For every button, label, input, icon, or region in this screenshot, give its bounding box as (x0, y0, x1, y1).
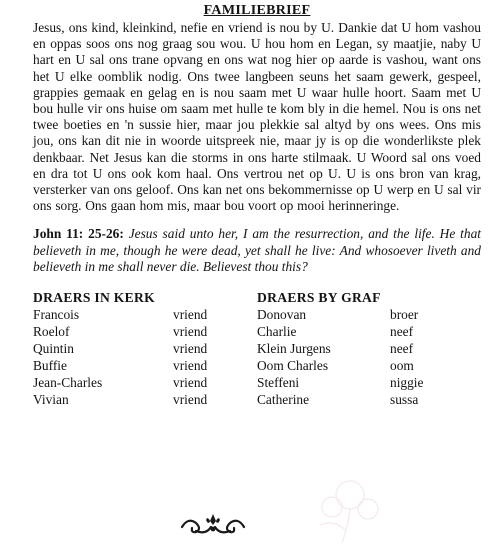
verse-reference: John 11: 25-26: (33, 226, 124, 242)
bearer-relation: vriend (173, 358, 208, 374)
bearer-name: Donovan (257, 307, 307, 323)
list-item (257, 357, 481, 374)
list-item (257, 323, 481, 340)
bearer-relation: vriend (173, 324, 208, 340)
list-item (33, 374, 257, 391)
bearer-relation: sussa (390, 392, 419, 408)
list-item (257, 391, 481, 408)
list-item (33, 306, 257, 323)
bearer-name: Charlie (257, 324, 297, 340)
list-item (257, 306, 481, 323)
bearer-name: Catherine (257, 392, 310, 408)
list-item (33, 323, 257, 340)
list-item (33, 357, 257, 374)
bearer-relation: vriend (173, 307, 208, 323)
bible-verse (33, 226, 481, 275)
bearer-name: Steffeni (257, 375, 300, 391)
scroll-flourish-icon (178, 511, 248, 541)
bearer-relation: niggie (390, 375, 424, 391)
bearer-name: Vivian (33, 392, 69, 408)
bearer-relation: vriend (173, 341, 208, 357)
list-item (257, 374, 481, 391)
bearer-name: Jean-Charles (33, 375, 103, 391)
bearer-name: Francois (33, 307, 80, 323)
grave-bearers-heading: DRAERS BY GRAF (257, 290, 381, 306)
bearer-relation: broer (390, 307, 419, 323)
verse-text: Jesus said unto her, I am the resurrection, and the life. He that believeth in me, though he were dead, yet shall he live: And whosoever liveth and believeth in me shall never die. Believest thou this? (33, 226, 481, 274)
bearer-name: Oom Charles (257, 358, 329, 374)
bearer-relation: neef (390, 341, 414, 357)
list-item (33, 340, 257, 357)
bearer-relation: neef (390, 324, 414, 340)
bearer-relation: vriend (173, 375, 208, 391)
bearer-name: Roelof (33, 324, 70, 340)
bearer-name: Buffie (33, 358, 67, 374)
list-item (257, 340, 481, 357)
bearer-relation: vriend (173, 392, 208, 408)
church-bearers-column (33, 289, 257, 408)
faded-flower-watermark-icon (290, 455, 410, 545)
church-bearers-heading: DRAERS IN KERK (33, 290, 156, 306)
family-letter-text: Jesus, ons kind, kleinkind, nefie en vriend is nou by U. Dankie dat U hom vashou en oppas soos ons nog graag sou wou. U hou hom en Legan, sy maatjie, naby U hart en U sal ons trane opvang en ons wat nog hier op aarde is vashou, want ons het U elke oomblik nodig. Ons twee langbeen seuns het saam gewerk, gespeel, grappies gemaak en gelag en is nou saam met U waar hulle hoort. Saam met U bou hulle vir ons huise om saam met hulle te kom bly in die hemel. Nou is ons net twee boeties en 'n sussie hier, maar jou plekkie sal altyd by ons wees. Ons mis jou, ons kan dit nie in woorde uitspreek nie, maar jy is op die wonderlikste plek denkbaar. Net Jesus kan die storms in ons harte stilmaak. U Woord sal ons voed en dra tot U ons ook kom haal. Ons vertrou net op U. U is ons bron van krag, versterker van ons geloof. Ons kan net ons bekommernisse op U werp en U sal vir ons sorg. Ons gaan hom mis, maar bou voort op mooi herinneringe. (33, 20, 481, 214)
bearer-name: Klein Jurgens (257, 341, 331, 357)
pallbearers-section (33, 289, 481, 408)
bearer-name: Quintin (33, 341, 74, 357)
list-item (33, 391, 257, 408)
page-title: FAMILIEBRIEF (203, 3, 311, 18)
grave-bearers-column (257, 289, 481, 408)
bearer-relation: oom (390, 358, 414, 374)
